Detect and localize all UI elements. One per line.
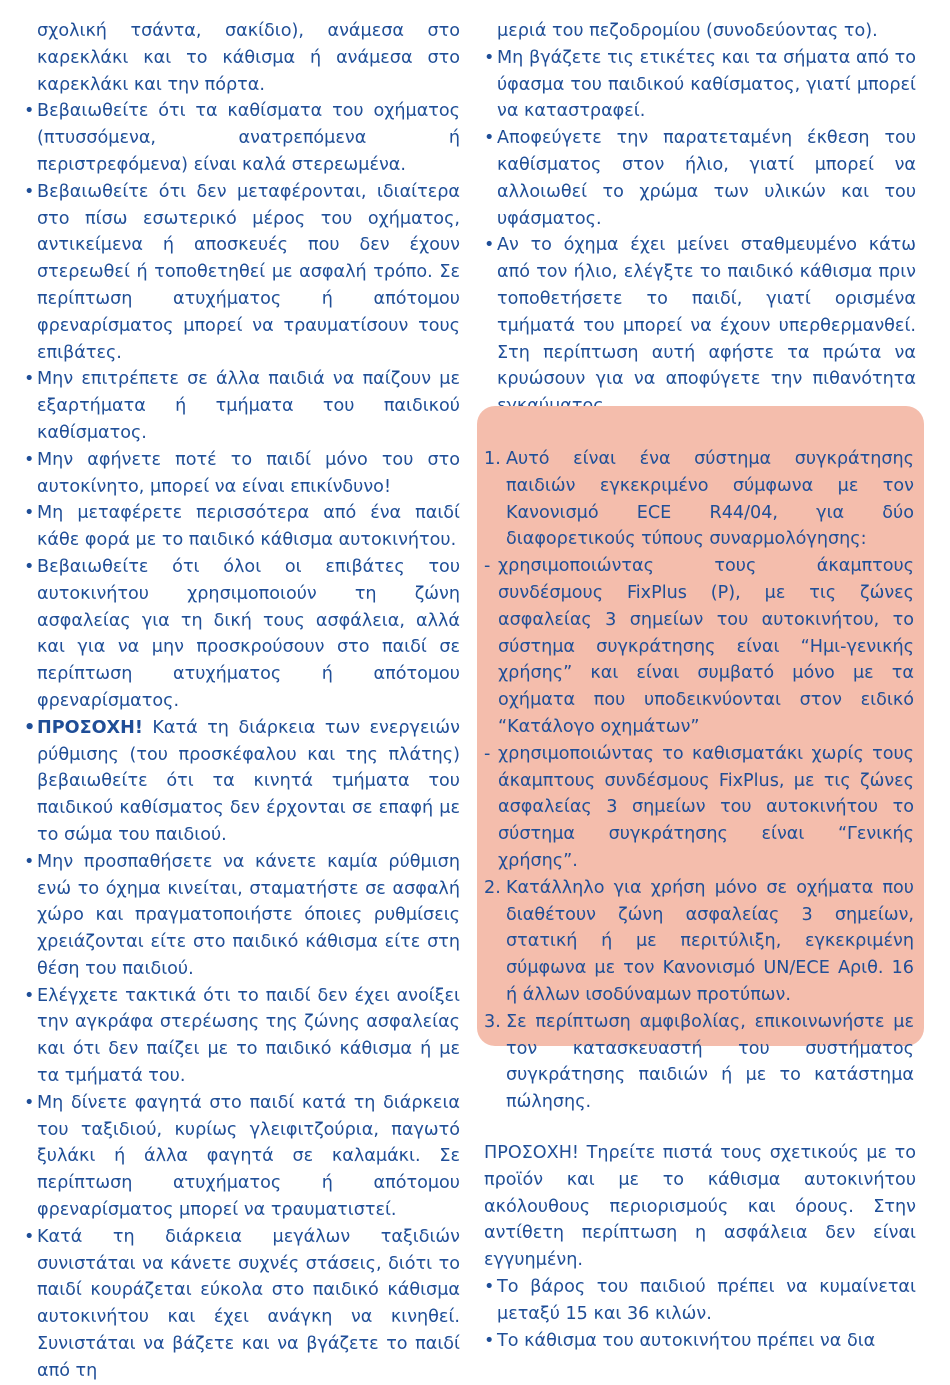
item-text: Αυτό είναι ένα σύστημα συγκράτησης παιδιών εγκεκριμένο σύμφωνα με τον Κανονισμό ECE R44/04, για δύο διαφορετικούς τύπους συναρμολόγησης: <box>506 449 914 550</box>
list-item: • Βεβαιωθείτε ότι δεν μεταφέρονται, ιδιαίτερα στο πίσω εσωτερικό μέρος του οχήματος, αντικείμενα ή αποσκευές που δεν έχουν στερεωθεί ή τοποθετηθεί με ασφαλή τρόπο. Σε περίπτωση ατυχήματος ή απότομου φρεναρίσματος μπορεί να τραυματίσουν τους επιβάτες. <box>24 179 460 367</box>
right-column <box>484 18 916 420</box>
item-text: Κατάλληλο για χρήση μόνο σε οχήματα που διαθέτουν ζώνη ασφαλείας 3 σημείων, στατική ή με περιτύλιξη, εγκεκριμένη σύμφωνα με τον Κανονισμό UN/ECE Αριθ. 16 ή άλλων ισοδύναμων προτύπων. <box>506 877 914 1005</box>
dash-item <box>484 741 914 875</box>
list-item: • Μη δίνετε φαγητά στο παιδί κατά τη διάρκεια του ταξιδιού, κυρίως γλειφιτζούρια, παγωτό ξυλάκι ή άλλα φαγητά σε καλαμάκι. Σε περίπτωση ατυχήματος ή απότομου φρεναρίσματος μπορεί να τραυματιστεί. <box>24 1090 460 1224</box>
list-item: • Το κάθισμα του αυτοκινήτου πρέπει να δια <box>484 1328 916 1355</box>
continuation-text: μεριά του πεζοδρομίου (συνοδεύοντας το). <box>497 21 878 41</box>
warning-label: ΠΡΟΣΟΧΗ! <box>37 717 143 738</box>
continuation-text: σχολική τσάντα, σακίδιο), ανάμεσα στο καρεκλάκι και το κάθισμα ή ανάμεσα στο καρεκλάκι και την πόρτα. <box>37 21 460 95</box>
numbered-item <box>484 875 914 1009</box>
bottom-right-section <box>484 1140 916 1354</box>
dash-item <box>484 553 914 741</box>
item-number: 2. <box>484 877 501 898</box>
left-column <box>24 18 460 1385</box>
warning-item <box>24 715 460 849</box>
warning-text: Κατά τη διάρκεια των ενεργειών ρύθμισης (του προσκέφαλου και της πλάτης) βεβαιωθείτε ότι τα κινητά τμήματα του παιδικού καθίσματος δεν έρχονται σε επαφή με το σώμα του παιδιού. <box>37 717 460 845</box>
item-number: 1. <box>484 449 501 469</box>
list-item: • Μη μεταφέρετε περισσότερα από ένα παιδί κάθε φορά με το παιδικό κάθισμα αυτοκινήτου. <box>24 500 460 554</box>
item-text: χρησιμοποιώντας το καθισματάκι χωρίς τους άκαμπτους συνδέσμους FixPlus, με τις ζώνες ασφαλείας 3 σημείων του αυτοκινήτου το σύστημα συγκράτησης είναι “Γενικής χρήσης”. <box>498 743 914 871</box>
list-item: • Μην επιτρέπετε σε άλλα παιδιά να παίζουν με εξαρτήματα ή τμήματα του παιδικού καθίσματος. <box>24 366 460 446</box>
list-item: • Κατά τη διάρκεια μεγάλων ταξιδιών συνιστάται να κάνετε συχνές στάσεις, διότι το παιδί κουράζεται εύκολα στο παιδικό κάθισμα αυτοκινήτου και έχει ανάγκη να κινηθεί. Συνιστάται να βάζετε και να βγάζετε το παιδί από τη <box>24 1224 460 1385</box>
item-number: 3. <box>484 1011 501 1032</box>
list-item: • Μην αφήνετε ποτέ το παιδί μόνο του στο αυτοκίνητο, μπορεί να είναι επικίνδυνο! <box>24 447 460 501</box>
info-box <box>477 406 924 1113</box>
list-item: • Αποφεύγετε την παρατεταμένη έκθεση του καθίσματος στον ήλιο, γιατί μπορεί να αλλοιωθεί το χρώμα των υλικών και του υφάσματος. <box>484 125 916 232</box>
list-item: • Βεβαιωθείτε ότι όλοι οι επιβάτες του αυτοκινήτου χρησιμοποιούν τη ζώνη ασφαλείας για τη δική τους ασφάλεια, αλλά και για να μην προσκρούσουν στο παιδί σε περίπτωση ατυχήματος ή απότομου φρεναρίσματος. <box>24 554 460 715</box>
item-text: Σε περίπτωση αμφιβολίας, επικοινωνήστε με τον κατασκευαστή του συστήματος συγκράτησης παιδιών ή με το κατάστημα πώλησης. <box>506 1011 914 1113</box>
list-item: • Βεβαιωθείτε ότι τα καθίσματα του οχήματος (πτυσσόμενα, ανατρεπόμενα ή περιστρεφόμενα) είναι καλά στερεωμένα. <box>24 98 460 178</box>
dash-marker: - <box>484 743 491 764</box>
item-text: χρησιμοποιώντας τους άκαμπτους συνδέσμους FixPlus (P), με τις ζώνες ασφαλείας 3 σημείων του αυτοκινήτου, το σύστημα συγκράτησης είναι “Ημι-γενικής χρήσης” και είναι συμβατό μόνο με τα οχήματα που υποδεικνύονται στον ειδικό “Κατάλογο οχημάτων” <box>498 556 914 737</box>
list-item: • Μην προσπαθήσετε να κάνετε καμία ρύθμιση ενώ το όχημα κινείται, σταματήστε σε ασφαλή χώρο και πραγματοποιήστε όποιες ρυθμίσεις χρειάζονται είτε στο παιδικό κάθισμα είτε στη θέση του παιδιού. <box>24 849 460 983</box>
list-item: • Ελέγχετε τακτικά ότι το παιδί δεν έχει ανοίξει την αγκράφα στερέωσης της ζώνης ασφαλείας και ότι δεν παίζει με το παιδικό κάθισμα ή με τα τμήματά του. <box>24 983 460 1090</box>
list-item: • Αν το όχημα έχει μείνει σταθμευμένο κάτω από τον ήλιο, ελέγξτε το παιδικό κάθισμα πριν τοποθετήσετε το παιδί, γιατί ορισμένα τμήματά του μπορεί να έχουν υπερθερμανθεί. Στη περίπτωση αυτή αφήστε τα πρώτα να κρυώσουν για να αποφύγετε την πιθανότητα <box>484 232 916 420</box>
list-item: • Μη βγάζετε τις ετικέτες και τα σήματα από το ύφασμα του παιδικού καθίσματος, γιατί μπορεί να καταστραφεί. <box>484 45 916 125</box>
info-box-content <box>484 446 914 1116</box>
numbered-item <box>484 446 914 553</box>
numbered-item <box>484 1009 914 1116</box>
list-item: • Το βάρος του παιδιού πρέπει να κυμαίνεται μεταξύ 15 και 36 κιλών. <box>484 1274 916 1328</box>
warning-paragraph: ΠΡΟΣΟΧΗ! Τηρείτε πιστά τους σχετικούς με το προϊόν και με το κάθισμα αυτοκινήτου ακόλουθους περιορισμούς και όρους. Στην αντίθετη περίπτωση η ασφάλεια δεν είναι εγγυημένη. <box>484 1143 916 1271</box>
dash-marker: - <box>484 556 491 577</box>
